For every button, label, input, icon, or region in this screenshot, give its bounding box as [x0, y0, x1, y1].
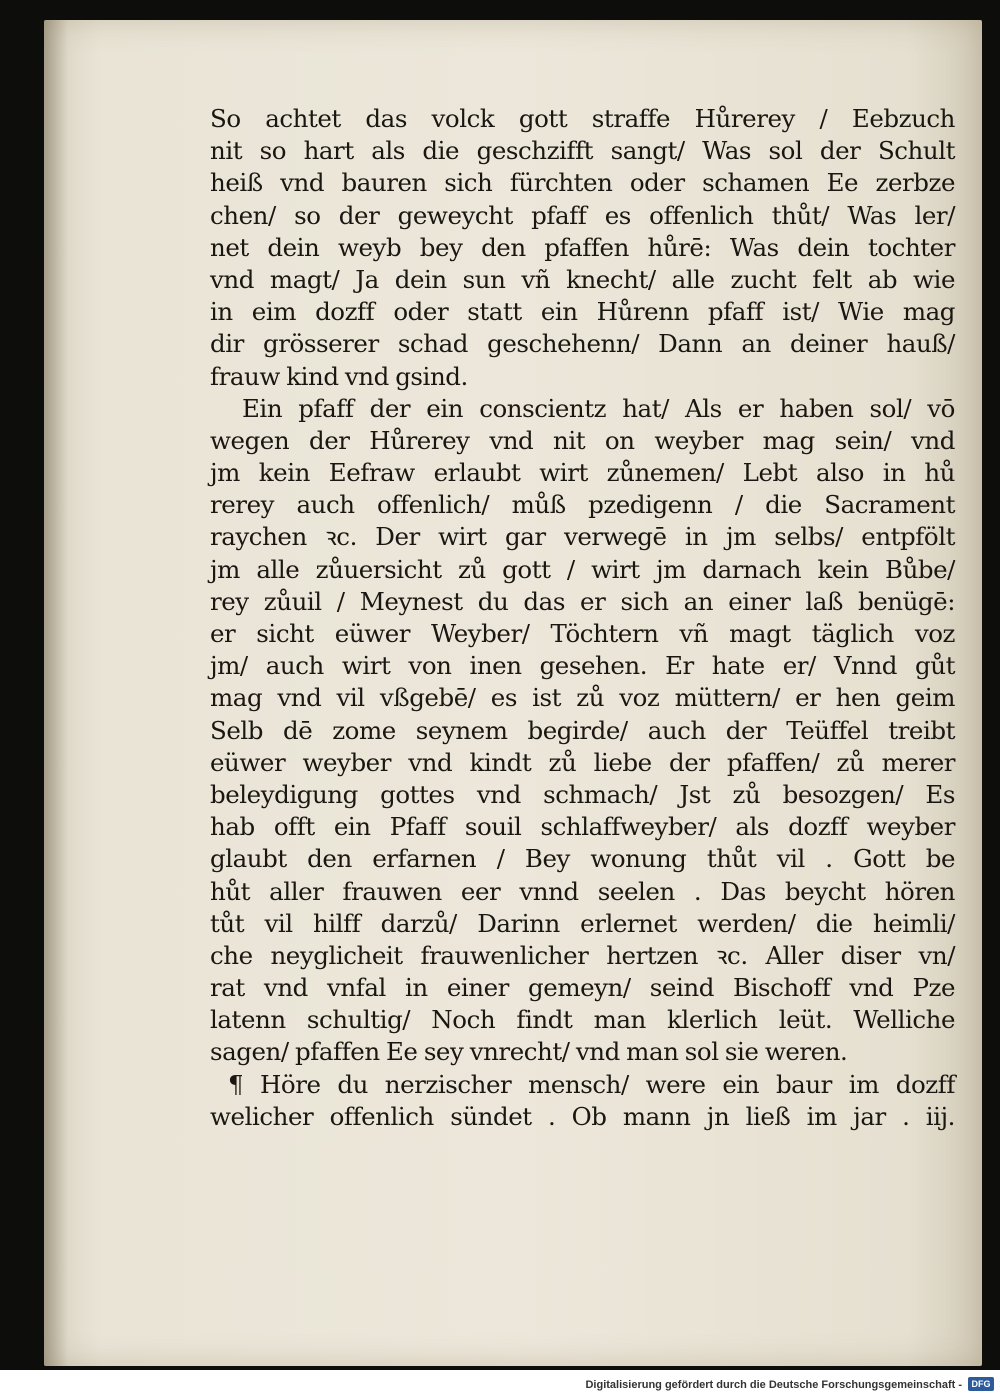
text-line: rey zůuil / Meynest du das er sich an einer laß benügē: [210, 586, 955, 616]
text-line: latenn schultig/ Noch findt man klerlich leüt. Welliche [210, 1005, 955, 1035]
text-line: Ein pfaff der ein conscientz hat/ Als er haben sol/ vō [242, 393, 955, 423]
text-line: Selb dē zome seynem begirde/ auch der Teüffel treibt [210, 715, 955, 745]
text-line: So achtet das volck gott straffe Hůrerey / Eebzuch [210, 104, 955, 133]
text-line: mag vnd vil vßgebē/ es ist zů voz müttern/ er hen geim [210, 683, 955, 713]
text-line: jm alle zůuersicht zů gott / wirt jm darnach kein Bůbe/ [210, 554, 955, 584]
text-line: sagen/ pfaffen Ee sey vnrecht/ vnd man sol sie weren. [210, 1037, 848, 1067]
page-text [210, 103, 955, 1133]
dfg-logo: DFG [968, 1377, 994, 1391]
text-line: chen/ so der geweycht pfaff es offenlich thůt/ Was ler/ [210, 200, 955, 230]
text-line: ¶ Höre du nerzischer mensch/ were ein baur im dozff [228, 1069, 955, 1099]
text-line: frauw kind vnd gsind. [210, 361, 468, 391]
text-line: tůt vil hilff darzů/ Darinn erlernet werden/ die heimli/ [210, 908, 955, 938]
text-line: rat vnd vnfal in einer gemeyn/ seind Bischoff vnd Pze [210, 973, 955, 1003]
text-line: vnd magt/ Ja dein sun vñ knecht/ alle zucht felt ab wie [210, 264, 955, 294]
text-line: wegen der Hůrerey vnd nit on weyber mag sein/ vnd [210, 425, 955, 455]
text-line: welicher offenlich sündet . Ob mann jn ließ im jar . iij. [210, 1101, 955, 1131]
text-line: dir grösserer schad geschehenn/ Dann an deiner hauß/ [210, 329, 955, 359]
text-line: glaubt den erfarnen / Bey wonung thůt vil . Gott be [210, 844, 955, 874]
text-line: in eim dozff oder statt ein Hůrenn pfaff ist/ Wie mag [210, 297, 955, 327]
text-line: raychen ꝛc. Der wirt gar verwegē in jm selbs/ entpfölt [210, 522, 955, 552]
text-line: net dein weyb bey den pfaffen hůrē: Was dein tochter [210, 232, 955, 262]
text-line: che neyglicheit frauwenlicher hertzen ꝛc. Aller diser vn/ [210, 940, 955, 970]
text-line: hab offt ein Pfaff souil schlaffweyber/ als dozff weyber [210, 812, 955, 842]
text-line: jm/ auch wirt von inen gesehen. Er hate er/ Vnnd gůt [210, 651, 955, 681]
text-line: heiß vnd bauren sich fürchten oder schamen Ee zerbze [210, 168, 955, 198]
text-line: hůt aller frauwen eer vnnd seelen . Das beycht hören [210, 876, 955, 906]
text-line: nit so hart als die geschzifft sangt/ Was sol der Schult [210, 136, 955, 166]
text-line: rerey auch offenlich/ můß pzedigenn / die Sacrament [210, 490, 955, 520]
text-line: beleydigung gottes vnd schmach/ Jst zů besozgen/ Es [210, 779, 955, 809]
text-line: er sicht eüwer Weyber/ Töchtern vñ magt täglich voz [210, 619, 955, 648]
footer-bar [0, 1370, 1000, 1397]
funding-credit: Digitalisierung gefördert durch die Deutsche Forschungsgemeinschaft - [585, 1379, 962, 1391]
text-line: jm kein Eefraw erlaubt wirt zůnemen/ Lebt also in hů [210, 458, 955, 488]
text-line: eüwer weyber vnd kindt zů liebe der pfaffen/ zů merer [210, 747, 955, 777]
